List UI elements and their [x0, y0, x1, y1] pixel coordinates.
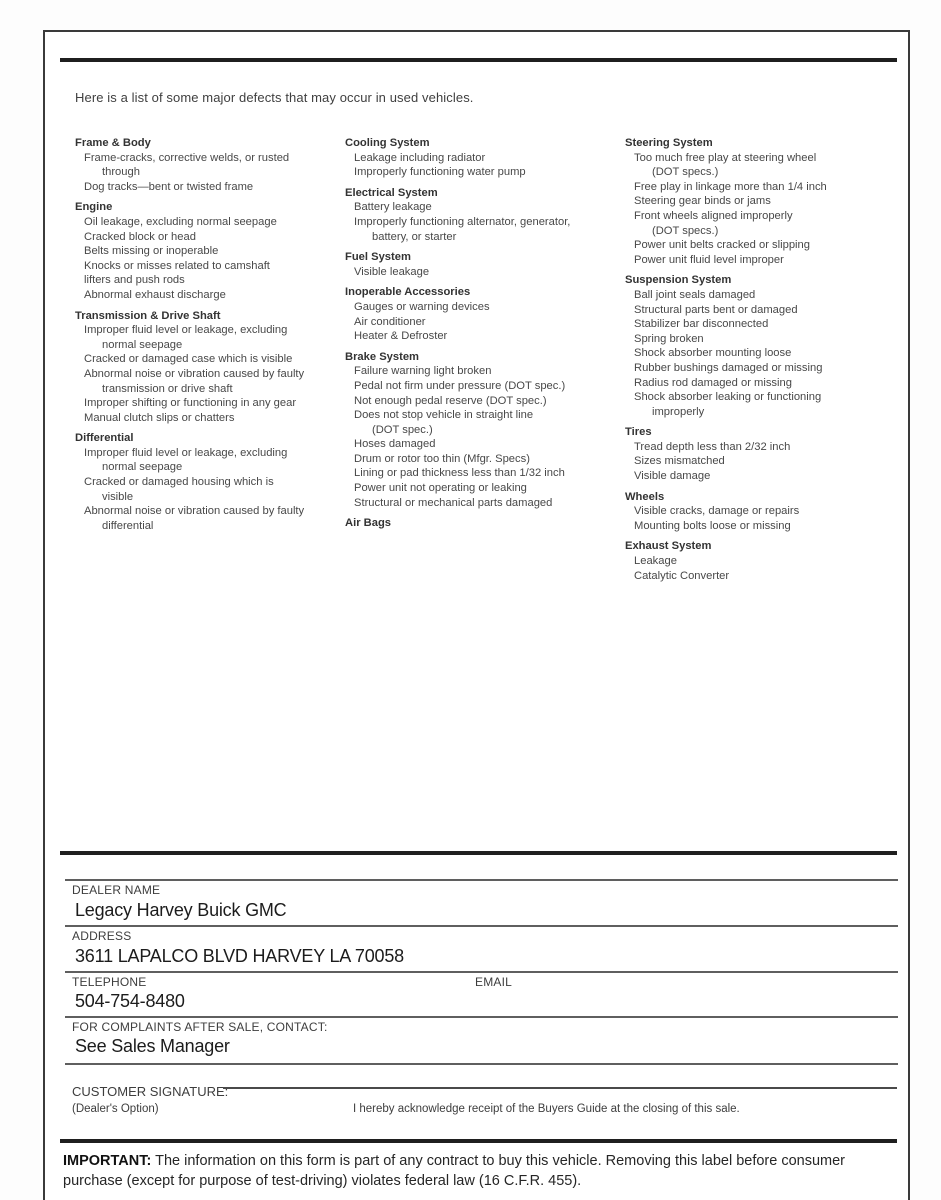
defect-item: Cracked or damaged case which is visible	[84, 353, 293, 366]
acknowledgement-text: I hereby acknowledge receipt of the Buyers Guide at the closing of this sale.	[353, 1103, 740, 1115]
complaints-bottom-line	[65, 1063, 898, 1065]
defect-item: Pedal not firm under pressure (DOT spec.)	[354, 379, 566, 392]
complaints-contact-value: See Sales Manager	[75, 1036, 230, 1056]
defect-item: Structural parts bent or damaged	[634, 303, 798, 316]
defect-item: Improper shifting or functioning in any gear	[84, 397, 297, 410]
defect-item: Free play in linkage more than 1/4 inch	[634, 180, 827, 193]
defect-item: Improper fluid level or leakage, excluding	[84, 324, 288, 337]
defect-item: Dog tracks—bent or twisted frame	[84, 180, 254, 193]
customer-signature-label: CUSTOMER SIGNATURE:	[72, 1084, 229, 1099]
defect-section	[625, 490, 912, 534]
defect-item: Manual clutch slips or chatters	[84, 411, 235, 424]
defect-section	[75, 431, 347, 533]
defect-section-title: Tires	[625, 426, 652, 439]
telephone-value: 504-754-8480	[75, 991, 185, 1011]
defect-item: Improperly functioning water pump	[354, 166, 526, 179]
defect-item: Mounting bolts loose or missing	[634, 519, 791, 532]
defect-section	[625, 425, 912, 483]
customer-signature-line	[223, 1087, 897, 1089]
defect-section	[75, 309, 347, 426]
address-label: ADDRESS	[72, 929, 132, 943]
defect-section	[625, 539, 912, 583]
defect-item: Drum or rotor too thin (Mfgr. Specs)	[354, 452, 530, 465]
defect-section-title: Exhaust System	[625, 540, 712, 553]
defect-item: Air conditioner	[354, 315, 426, 328]
defect-section-title: Fuel System	[345, 251, 411, 264]
defect-item: Front wheels aligned improperly	[634, 209, 793, 222]
defect-item: Cracked block or head	[84, 230, 196, 243]
defect-item: Power unit fluid level improper	[634, 253, 784, 266]
dealer-name-value: Legacy Harvey Buick GMC	[75, 900, 287, 920]
address-field-line	[65, 925, 898, 927]
dealer-section-divider-rule	[60, 851, 897, 855]
defect-section-title: Transmission & Drive Shaft	[75, 309, 221, 322]
defect-item: Catalytic Converter	[634, 569, 730, 582]
defect-item: visible	[102, 490, 134, 503]
defect-section-title: Differential	[75, 432, 134, 445]
defect-item: Sizes mismatched	[634, 455, 725, 468]
dealers-option-note: (Dealer's Option)	[72, 1103, 159, 1115]
defect-item: Shock absorber leaking or functioning	[634, 391, 822, 404]
defect-item: Oil leakage, excluding normal seepage	[84, 215, 277, 228]
defect-section-title: Electrical System	[345, 186, 438, 199]
defect-item: Heater & Defroster	[354, 330, 448, 343]
defect-item: Power unit not operating or leaking	[354, 482, 527, 495]
important-text: The information on this form is part of any contract to buy this vehicle. Removing this label before consumer purchase (except for purpose of test-driving) violates federal law (16 C.F.R. 455).	[63, 1153, 846, 1189]
defect-item: (DOT specs.)	[652, 166, 719, 179]
complaints-field-line	[65, 1016, 898, 1018]
complaints-label: FOR COMPLAINTS AFTER SALE, CONTACT:	[72, 1020, 328, 1034]
defect-section	[345, 285, 627, 343]
defect-item: lifters and push rods	[84, 274, 185, 287]
defect-item: Belts missing or inoperable	[84, 245, 219, 258]
defect-item: Visible cracks, damage or repairs	[634, 505, 800, 518]
defect-item: Lining or pad thickness less than 1/32 inch	[354, 467, 565, 480]
defect-section-title: Steering System	[625, 137, 713, 149]
defect-section-title: Cooling System	[345, 137, 430, 149]
defect-item: improperly	[652, 405, 705, 418]
defect-item: (DOT spec.)	[372, 423, 433, 436]
defect-item: battery, or starter	[372, 230, 457, 243]
defect-item: Cracked or damaged housing which is	[84, 476, 274, 489]
defect-item: Battery leakage	[354, 201, 432, 214]
defects-column-2	[345, 136, 627, 537]
defect-section	[625, 273, 912, 419]
defect-item: Visible leakage	[354, 265, 430, 278]
defect-item: Improper fluid level or leakage, excluding	[84, 446, 288, 459]
defect-item: Frame-cracks, corrective welds, or rusted	[84, 151, 290, 164]
defect-item: Tread depth less than 2/32 inch	[634, 440, 791, 453]
defect-item: Improperly functioning alternator, generator,	[354, 215, 571, 228]
defect-section-title: Inoperable Accessories	[345, 286, 471, 299]
defect-item: Leakage	[634, 555, 677, 568]
defect-item: Failure warning light broken	[354, 365, 492, 378]
important-notice	[63, 1151, 895, 1191]
defect-item: Radius rod damaged or missing	[634, 376, 792, 389]
defects-intro-text: Here is a list of some major defects that may occur in used vehicles.	[75, 90, 474, 105]
defect-item: Not enough pedal reserve (DOT spec.)	[354, 394, 547, 407]
defect-item: differential	[102, 519, 154, 532]
defect-section	[75, 136, 347, 194]
telephone-label: TELEPHONE	[72, 975, 147, 989]
defect-section	[625, 136, 912, 267]
defect-section-title: Air Bags	[345, 517, 392, 530]
defect-section-title: Wheels	[625, 490, 665, 503]
defect-section	[345, 516, 627, 531]
defect-item: Abnormal exhaust discharge	[84, 288, 226, 301]
defect-item: Ball joint seals damaged	[634, 288, 756, 301]
defects-column-1	[75, 136, 347, 539]
defect-item: Spring broken	[634, 332, 704, 345]
defect-item: normal seepage	[102, 338, 183, 351]
defect-item: Steering gear binds or jams	[634, 195, 771, 208]
defect-item: through	[102, 166, 140, 179]
defect-item: Hoses damaged	[354, 438, 436, 451]
defect-item: Leakage including radiator	[354, 151, 486, 164]
defects-column-3	[625, 136, 912, 589]
defect-item: Stabilizer bar disconnected	[634, 318, 769, 331]
defect-section	[345, 250, 627, 279]
defect-item: Does not stop vehicle in straight line	[354, 409, 534, 422]
defect-item: Knocks or misses related to camshaft	[84, 259, 270, 272]
defect-item: Gauges or warning devices	[354, 300, 490, 313]
dealer-name-label: DEALER NAME	[72, 883, 161, 897]
dealer-name-field-line	[65, 879, 898, 881]
defect-section	[345, 136, 627, 180]
email-label: EMAIL	[475, 975, 513, 989]
defect-item: Power unit belts cracked or slipping	[634, 239, 810, 252]
defect-item: Abnormal noise or vibration caused by faulty	[84, 505, 305, 518]
defect-section-title: Engine	[75, 201, 113, 214]
telephone-field-line	[65, 971, 898, 973]
important-label: IMPORTANT:	[63, 1153, 152, 1169]
defect-item: transmission or drive shaft	[102, 382, 233, 395]
defect-section-title: Brake System	[345, 350, 420, 363]
defect-section	[75, 200, 347, 302]
defect-item: Abnormal noise or vibration caused by faulty	[84, 367, 305, 380]
defect-item: normal seepage	[102, 461, 183, 474]
defect-section-title: Suspension System	[625, 274, 732, 287]
top-divider-rule	[60, 58, 897, 62]
defect-item: Shock absorber mounting loose	[634, 347, 792, 360]
defect-section-title: Frame & Body	[75, 137, 151, 149]
address-value: 3611 LAPALCO BLVD HARVEY LA 70058	[75, 946, 404, 966]
defect-section	[345, 350, 627, 511]
defect-section	[345, 186, 627, 244]
defect-item: Structural or mechanical parts damaged	[354, 496, 553, 509]
defect-item: (DOT specs.)	[652, 224, 719, 237]
form-sheet	[43, 30, 910, 1200]
defect-item: Visible damage	[634, 470, 711, 483]
defect-item: Rubber bushings damaged or missing	[634, 361, 823, 374]
footer-divider-rule	[60, 1139, 897, 1143]
defect-item: Too much free play at steering wheel	[634, 151, 817, 164]
